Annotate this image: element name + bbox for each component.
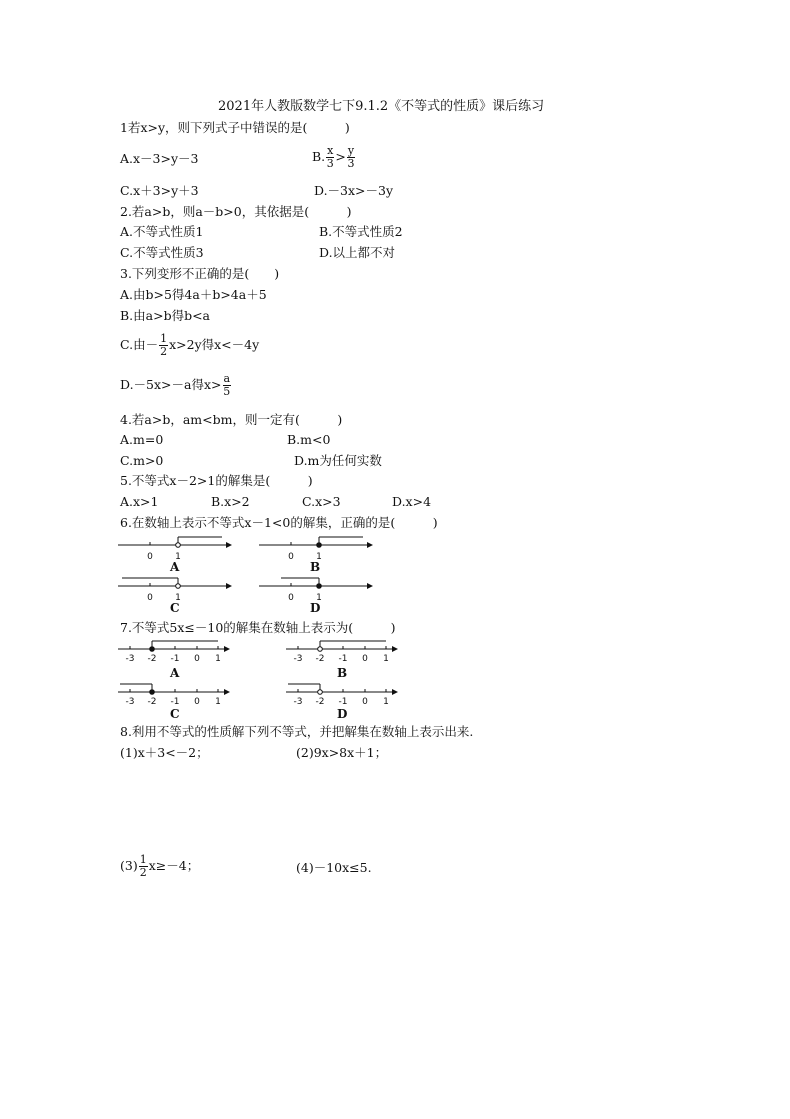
q2-option-d: D.以上都不对 xyxy=(319,245,396,260)
q8-part-3: (3) $\frac{1}{2}$ x≥－4； xyxy=(120,853,200,879)
tick-label: 1 xyxy=(383,697,389,707)
q7-label-a: A xyxy=(170,666,180,680)
tick-label: -2 xyxy=(147,654,157,664)
q3-option-d: D.－5x>－a得x> $\frac{a}{5}$ xyxy=(120,372,231,398)
q2-option-a: A.不等式性质1 xyxy=(120,224,204,239)
tick-label: -2 xyxy=(315,697,325,707)
q6-number-line-c xyxy=(118,574,233,602)
q5-option-d: D.x>4 xyxy=(392,494,432,509)
q5-stem: 5.不等式x－2>1的解集是( ) xyxy=(120,473,313,488)
q6-stem: 6.在数轴上表示不等式x－1<0的解集，正确的是( ) xyxy=(120,515,438,530)
q7-number-line-b xyxy=(286,637,401,665)
tick-label: 0 xyxy=(288,593,294,603)
tick-label: -3 xyxy=(293,697,303,707)
tick-label: -2 xyxy=(315,654,325,664)
q4-option-c: C.m>0 xyxy=(120,453,164,468)
q6-label-a: A xyxy=(170,560,180,574)
q7-label-b: B xyxy=(337,666,348,680)
q5-option-c: C.x>3 xyxy=(302,494,341,509)
q8-part-2: (2)9x>8x＋1； xyxy=(296,745,388,760)
tick-label: -3 xyxy=(293,654,303,664)
fraction: $\frac{1}{2}$ xyxy=(160,332,168,358)
q5-option-a: A.x>1 xyxy=(120,494,159,509)
q7-stem: 7.不等式5x≤－10的解集在数轴上表示为( ) xyxy=(120,620,396,635)
fraction: $\frac{x}{3}$ xyxy=(326,144,334,170)
fraction: $\frac{y}{3}$ xyxy=(347,144,355,170)
fraction: $\frac{1}{2}$ xyxy=(139,853,147,879)
q7-number-line-c xyxy=(118,680,233,708)
q8-part-4: (4)－10x≤5. xyxy=(296,860,372,875)
tick-label: 1 xyxy=(383,654,389,664)
q7-number-line-d xyxy=(286,680,401,708)
tick-label: 0 xyxy=(288,552,294,562)
tick-label: 1 xyxy=(175,593,181,603)
tick-label: 1 xyxy=(316,593,322,603)
q6-number-line-a xyxy=(118,533,233,561)
q2-option-b: B.不等式性质2 xyxy=(319,224,403,239)
q1-stem: 1若x>y，则下列式子中错误的是( ) xyxy=(120,120,350,135)
tick-label: 1 xyxy=(215,697,221,707)
tick-label: 0 xyxy=(362,654,368,664)
q3-option-c: C.由－ $\frac{1}{2}$ x>2y得x<－4y xyxy=(120,332,260,358)
tick-label: 0 xyxy=(194,654,200,664)
tick-label: 0 xyxy=(362,697,368,707)
q1-option-c: C.x＋3>y＋3 xyxy=(120,183,199,198)
q7-label-d: D xyxy=(337,707,348,721)
tick-label: -3 xyxy=(125,697,135,707)
tick-label: 1 xyxy=(316,552,322,562)
q1-option-b: B. $\frac{x}{3}$ > $\frac{y}{3}$ xyxy=(312,144,355,170)
tick-label: 0 xyxy=(147,552,153,562)
tick-label: 1 xyxy=(175,552,181,562)
q1-option-a: A.x－3>y－3 xyxy=(120,151,199,166)
q4-option-b: B.m<0 xyxy=(287,432,331,447)
tick-label: -1 xyxy=(170,654,180,664)
tick-label: 1 xyxy=(215,654,221,664)
tick-label: 0 xyxy=(194,697,200,707)
tick-label: -2 xyxy=(147,697,157,707)
tick-label: 0 xyxy=(147,593,153,603)
q6-number-line-d xyxy=(259,574,374,602)
q3-stem: 3.下列变形不正确的是( ) xyxy=(120,266,280,281)
q3-option-a: A.由b>5得4a＋b>4a＋5 xyxy=(120,287,267,302)
q7-number-line-a xyxy=(118,637,233,665)
q8-stem: 8.利用不等式的性质解下列不等式，并把解集在数轴上表示出来. xyxy=(120,724,474,739)
page-title: 2021年人教版数学七下9.1.2《不等式的性质》课后练习 xyxy=(218,99,545,114)
tick-label: -1 xyxy=(338,654,348,664)
q6-number-line-b xyxy=(259,533,374,561)
q4-option-d: D.m为任何实数 xyxy=(294,453,382,468)
q3-option-b: B.由a>b得b<a xyxy=(120,308,211,323)
q4-option-a: A.m=0 xyxy=(120,432,164,447)
q6-label-c: C xyxy=(170,601,180,615)
q5-option-b: B.x>2 xyxy=(211,494,250,509)
q6-label-d: D xyxy=(310,601,321,615)
q7-label-c: C xyxy=(170,707,180,721)
q2-option-c: C.不等式性质3 xyxy=(120,245,204,260)
tick-label: -1 xyxy=(170,697,180,707)
q1-option-d: D.－3x>－3y xyxy=(314,183,394,198)
tick-label: -1 xyxy=(338,697,348,707)
q8-part-1: (1)x＋3<－2； xyxy=(120,745,209,760)
q4-stem: 4.若a>b，am<bm，则一定有( ) xyxy=(120,412,343,427)
tick-label: -3 xyxy=(125,654,135,664)
q2-stem: 2.若a>b，则a－b>0，其依据是( ) xyxy=(120,204,352,219)
q6-label-b: B xyxy=(310,560,321,574)
fraction: $\frac{a}{5}$ xyxy=(223,372,231,398)
